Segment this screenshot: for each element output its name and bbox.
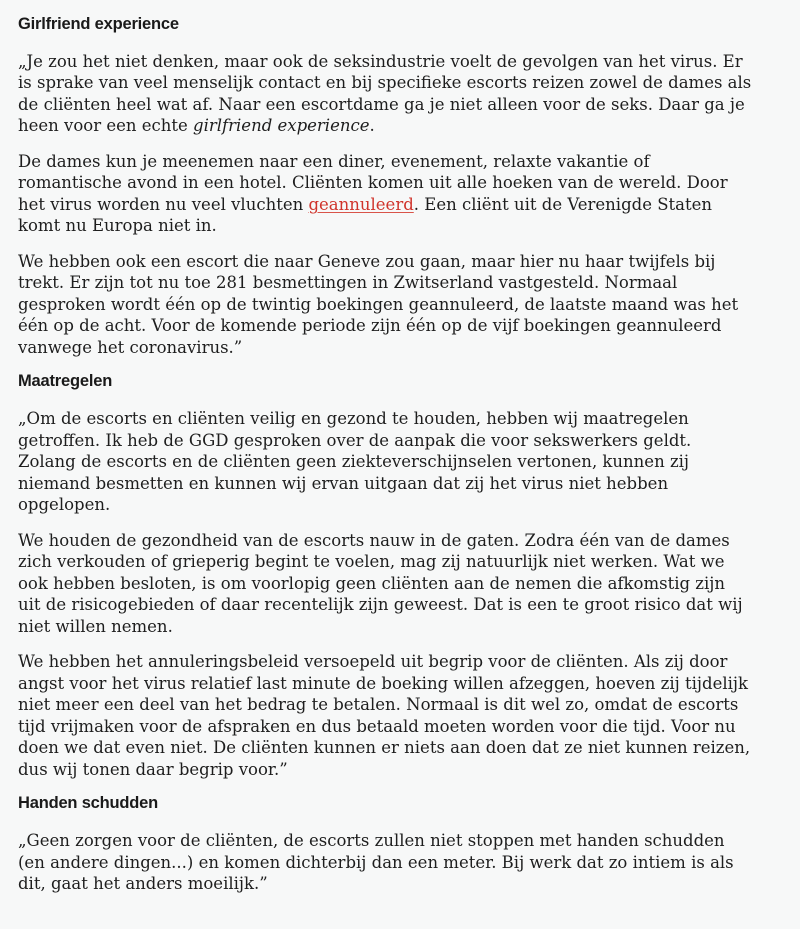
paragraph — [18, 530, 752, 638]
paragraph — [18, 830, 752, 895]
paragraph — [18, 51, 752, 137]
text-run: „Geen zorgen voor de cliënten, de escorts zullen niet stoppen met handen schudden (en andere dingen...) en komen dichterbij dan een meter. Bij werk dat zo intiem is als dit, gaat het anders moeilijk.” — [18, 831, 734, 894]
section-heading-handen-schudden: Handen schudden — [18, 794, 159, 813]
text-run: We hebben ook een escort die naar Geneve zou gaan, maar hier nu haar twijfels bij trekt. Er zijn tot nu toe 281 besmettingen in Zwitserland vastgesteld. Normaal gesproken wordt één op de twintig boekingen geannuleerd, de laatste maand was het één op de acht. Voor de komende periode zijn één op de vijf boekingen geannuleerd vanwege het coronavirus.” — [18, 251, 739, 357]
text-run: „Je zou het niet denken, maar ook de seksindustrie voelt de gevolgen van het virus. Er is sprake van veel menselijk contact en bij specifieke escorts reizen zowel de dames als de cliënten heel wat af. Naar een escortdame ga je niet alleen voor de seks. Daar ga je heen voor een echte — [18, 51, 752, 136]
paragraph — [18, 408, 752, 516]
text-run: . — [369, 116, 375, 136]
text-run: We hebben het annuleringsbeleid versoepeld uit begrip voor de cliënten. Als zij door angst voor het virus relatief last minute de boeking willen afzeggen, hoeven zij tijdelijk niet meer een deel van het bedrag te betalen. Normaal is dit wel zo, omdat de escorts tijd vrijmaken voor de afspraken en dus betaald moeten worden voor die tijd. Voor nu doen we dat even niet. De cliënten kunnen er niets aan doen dat ze niet kunnen reizen, dus wij tonen daar begrip voor.” — [18, 652, 751, 779]
section-heading-maatregelen: Maatregelen — [18, 372, 113, 391]
paragraph — [18, 251, 752, 359]
text-run: . Een cliënt uit de Verenigde Staten komt nu Europa niet in. — [18, 194, 713, 236]
paragraph — [18, 651, 752, 780]
text-run: We houden de gezondheid van de escorts nauw in de gaten. Zodra één van de dames zich verkouden of grieperig begint te voelen, mag zij natuurlijk niet werken. Wat we ook hebben besloten, is om voorlopig geen cliënten aan de nemen die afkomstig zijn uit de risicogebieden of daar recentelijk zijn geweest. Dat is een te groot risico dat wij niet willen nemen. — [18, 530, 743, 636]
italic-text: girlfriend experience — [193, 116, 370, 136]
section-heading-girlfriend-experience: Girlfriend experience — [18, 15, 179, 33]
text-run: „Om de escorts en cliënten veilig en gezond te houden, hebben wij maatregelen getroffen. Ik heb de GGD gesproken over de aanpak die voor sekswerkers geldt. Zolang de escorts en de cliënten geen ziekteverschijnselen vertonen, kunnen zij niemand besmetten en kunnen wij ervan uitgaan dat zij het virus niet hebben opgelopen. — [18, 409, 692, 515]
link-geannuleerd[interactable]: geannuleerd — [308, 194, 414, 214]
paragraph — [18, 151, 752, 237]
text-run: De dames kun je meenemen naar een diner, evenement, relaxte vakantie of romantische avond in een hotel. Cliënten komen uit alle hoeken van de wereld. Door het virus worden nu veel vluchten — [18, 151, 728, 214]
